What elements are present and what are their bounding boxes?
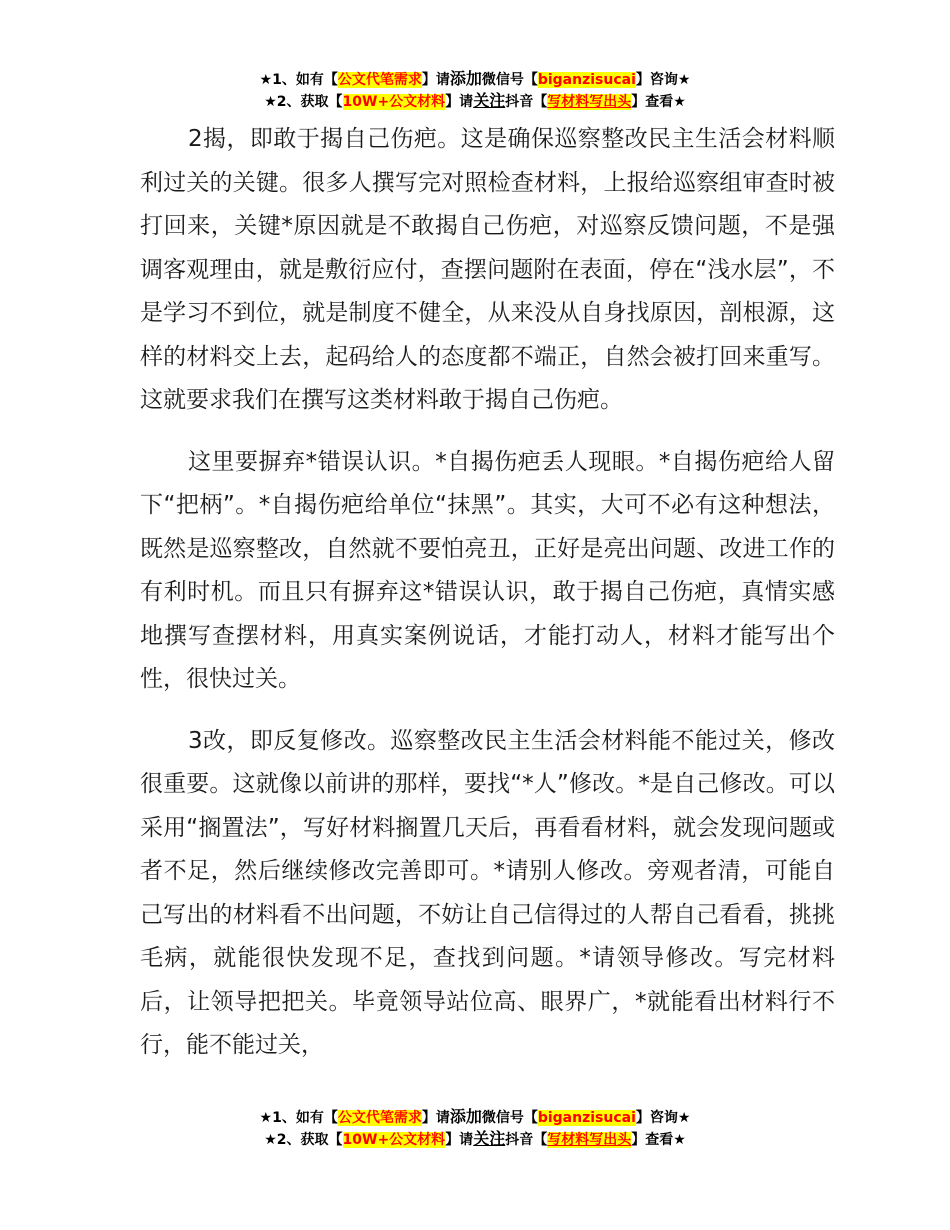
banner-emphasis: 关注 [473, 91, 506, 110]
paragraph-3: 3改，即反复修改。巡察整改民主生活会材料能不能过关，修改很重要。这就像以前讲的那样，要找“*人”修改。*是自己修改。可以采用“搁置法”，写好材料搁置几天后，再看看材料，就会发现问题或者不足，然后继续修改完善即可。*请别人修改。旁观者清，可能自己写出的材料看不出问题，不妨让自己信得过的人帮自己看看，挑挑毛病，就能很快发现不足，查找到问题。*请领导修改。写完材料后，让领导把把关。毕竟领导站位高、眼界广，*就能看出材料行不行，能不能过关， [140, 727, 835, 1058]
banner-line-2 [0, 90, 950, 112]
banner-emphasis: 添加 [449, 69, 482, 88]
highlight-wechat-id: biganzisucai [537, 1110, 636, 1126]
banner-text: ★1、如有【 [259, 72, 338, 88]
highlight-service: 公文代笔需求 [337, 1110, 422, 1126]
highlight-douyin: 写材料写出头 [547, 94, 632, 110]
highlight-materials: 10W+公文材料 [342, 94, 446, 110]
banner-line-1 [0, 1106, 950, 1128]
banner-text: 】查看★ [631, 94, 686, 110]
paragraph-2: 这里要摒弃*错误认识。*自揭伤疤丢人现眼。*自揭伤疤给人留下“把柄”。*自揭伤疤给单位“抹黑”。其实，大可不必有这种想法，既然是巡察整改，自然就不要怕亮丑，正好是亮出问题、改进工作的有利时机。而且只有摒弃这*错误认识，敢于揭自己伤疤，真情实感地撰写查摆材料，用真实案例说话，才能打动人，材料才能写出个性，很快过关。 [140, 448, 835, 692]
banner-text: 微信号【 [481, 72, 538, 88]
banner-text: 】咨询★ [635, 1110, 691, 1126]
banner-text: 】请 [421, 72, 450, 88]
banner-text: 】咨询★ [635, 72, 691, 88]
banner-text: 】请 [445, 94, 474, 110]
banner-text: 抖音【 [505, 1132, 548, 1148]
banner-text: 】查看★ [631, 1132, 686, 1148]
banner-text: ★2、获取【 [264, 1132, 343, 1148]
banner-emphasis: 添加 [449, 1107, 482, 1126]
highlight-materials: 10W+公文材料 [342, 1132, 446, 1148]
highlight-service: 公文代笔需求 [337, 72, 422, 88]
highlight-douyin: 写材料写出头 [547, 1132, 632, 1148]
banner-text: 微信号【 [481, 1110, 538, 1126]
paragraph-1: 2揭，即敢于揭自己伤疤。这是确保巡察整改民主生活会材料顺利过关的关键。很多人撰写完对照检查材料，上报给巡察组审查时被打回来，关键*原因就是不敢揭自己伤疤，对巡察反馈问题，不是强调客观理由，就是敷衍应付，查摆问题附在表面，停在“浅水层”，不是学习不到位，就是制度不健全，从来没从自身找原因，剖根源，这样的材料交上去，起码给人的态度都不端正，自然会被打回来重写。这就要求我们在撰写这类材料敢于揭自己伤疤。 [140, 126, 835, 413]
footer-banner [0, 1106, 950, 1150]
banner-line-2 [0, 1128, 950, 1150]
banner-text: 】请 [445, 1132, 474, 1148]
banner-text: 抖音【 [505, 94, 548, 110]
banner-text: 】请 [421, 1110, 450, 1126]
banner-text: ★1、如有【 [259, 1110, 338, 1126]
banner-line-1 [0, 68, 950, 90]
banner-text: ★2、获取【 [264, 94, 343, 110]
highlight-wechat-id: biganzisucai [537, 72, 636, 88]
document-body [140, 118, 835, 1086]
header-banner [0, 68, 950, 112]
banner-emphasis: 关注 [473, 1129, 506, 1148]
